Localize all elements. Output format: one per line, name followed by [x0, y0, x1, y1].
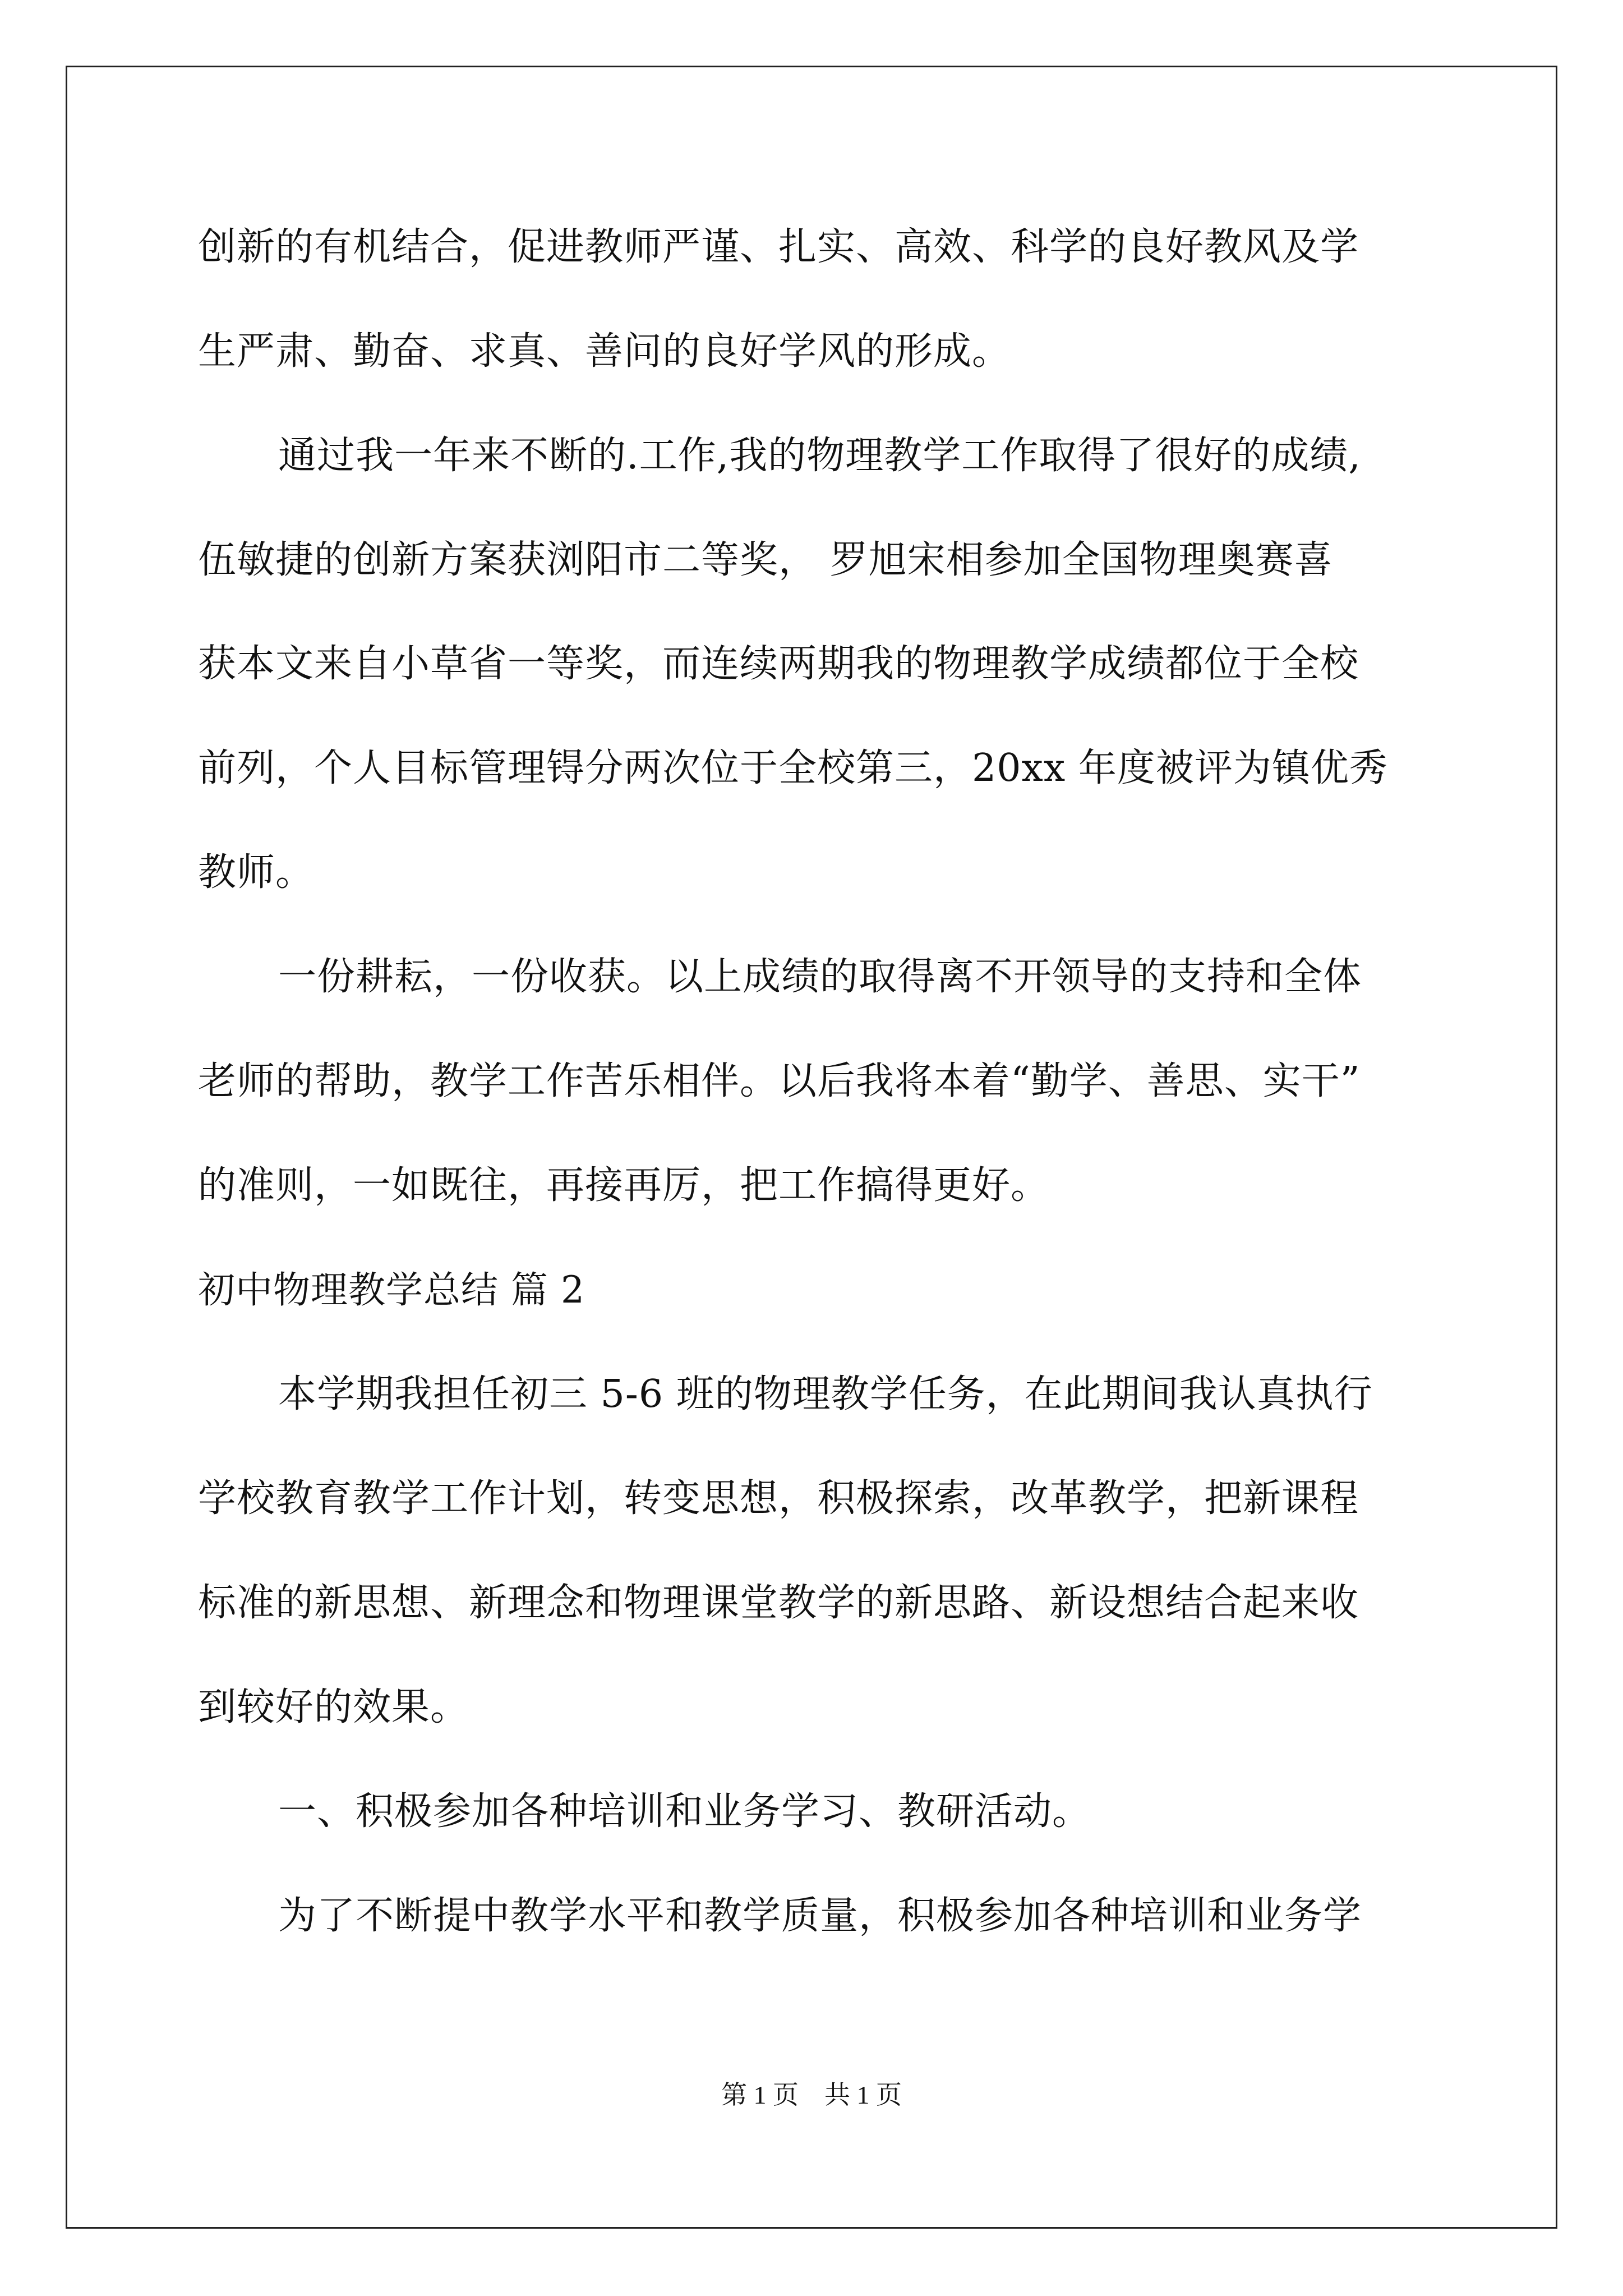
paragraph-line: 本学期我担任初三 5-6 班的物理教学任务，在此期间我认真执行 [278, 1372, 1373, 1416]
paragraph-line: 一、积极参加各种培训和业务学习、教研活动。 [278, 1789, 1091, 1834]
page-footer: 第 1 页 共 1 页 [721, 2081, 902, 2109]
paragraph-line: 为了不断提中教学水平和教学质量，积极参加各种培训和业务学 [278, 1894, 1362, 1938]
paragraph-line: 伍敏捷的创新方案获浏阳市二等奖， 罗旭宋相参加全国物理奥赛喜 [198, 538, 1333, 582]
paragraph-line: 一份耕耘，一份收获。以上成绩的取得离不开领导的支持和全体 [278, 955, 1362, 999]
paragraph-line: 老师的帮助，教学工作苦乐相伴。以后我将本着“勤学、善思、实干” [198, 1059, 1361, 1103]
paragraph-line: 获本文来自小草省一等奖，而连续两期我的物理教学成绩都位于全校 [198, 642, 1359, 686]
section-heading: 初中物理教学总结 篇 2 [198, 1268, 585, 1312]
paragraph-line: 教师。 [198, 850, 315, 895]
paragraph-line: 前列，个人目标管理锝分两次位于全校第三，20xx 年度被评为镇优秀 [198, 746, 1388, 790]
paragraph-line: 标准的新思想、新理念和物理课堂教学的新思路、新设想结合起来收 [198, 1581, 1359, 1625]
paragraph-line: 创新的有机结合，促进教师严谨、扎实、高效、科学的良好教风及学 [198, 225, 1359, 269]
paragraph-line: 学校教育教学工作计划，转变思想，积极探索，改革教学，把新课程 [198, 1476, 1359, 1521]
paragraph-line: 通过我一年来不断的.工作,我的物理教学工作取得了很好的成绩, [278, 434, 1361, 478]
paragraph-line: 到较好的效果。 [198, 1685, 469, 1729]
paragraph-line: 的准则，一如既往，再接再厉，把工作搞得更好。 [198, 1163, 1050, 1208]
paragraph-line: 生严肃、勤奋、求真、善问的良好学风的形成。 [198, 329, 1011, 374]
